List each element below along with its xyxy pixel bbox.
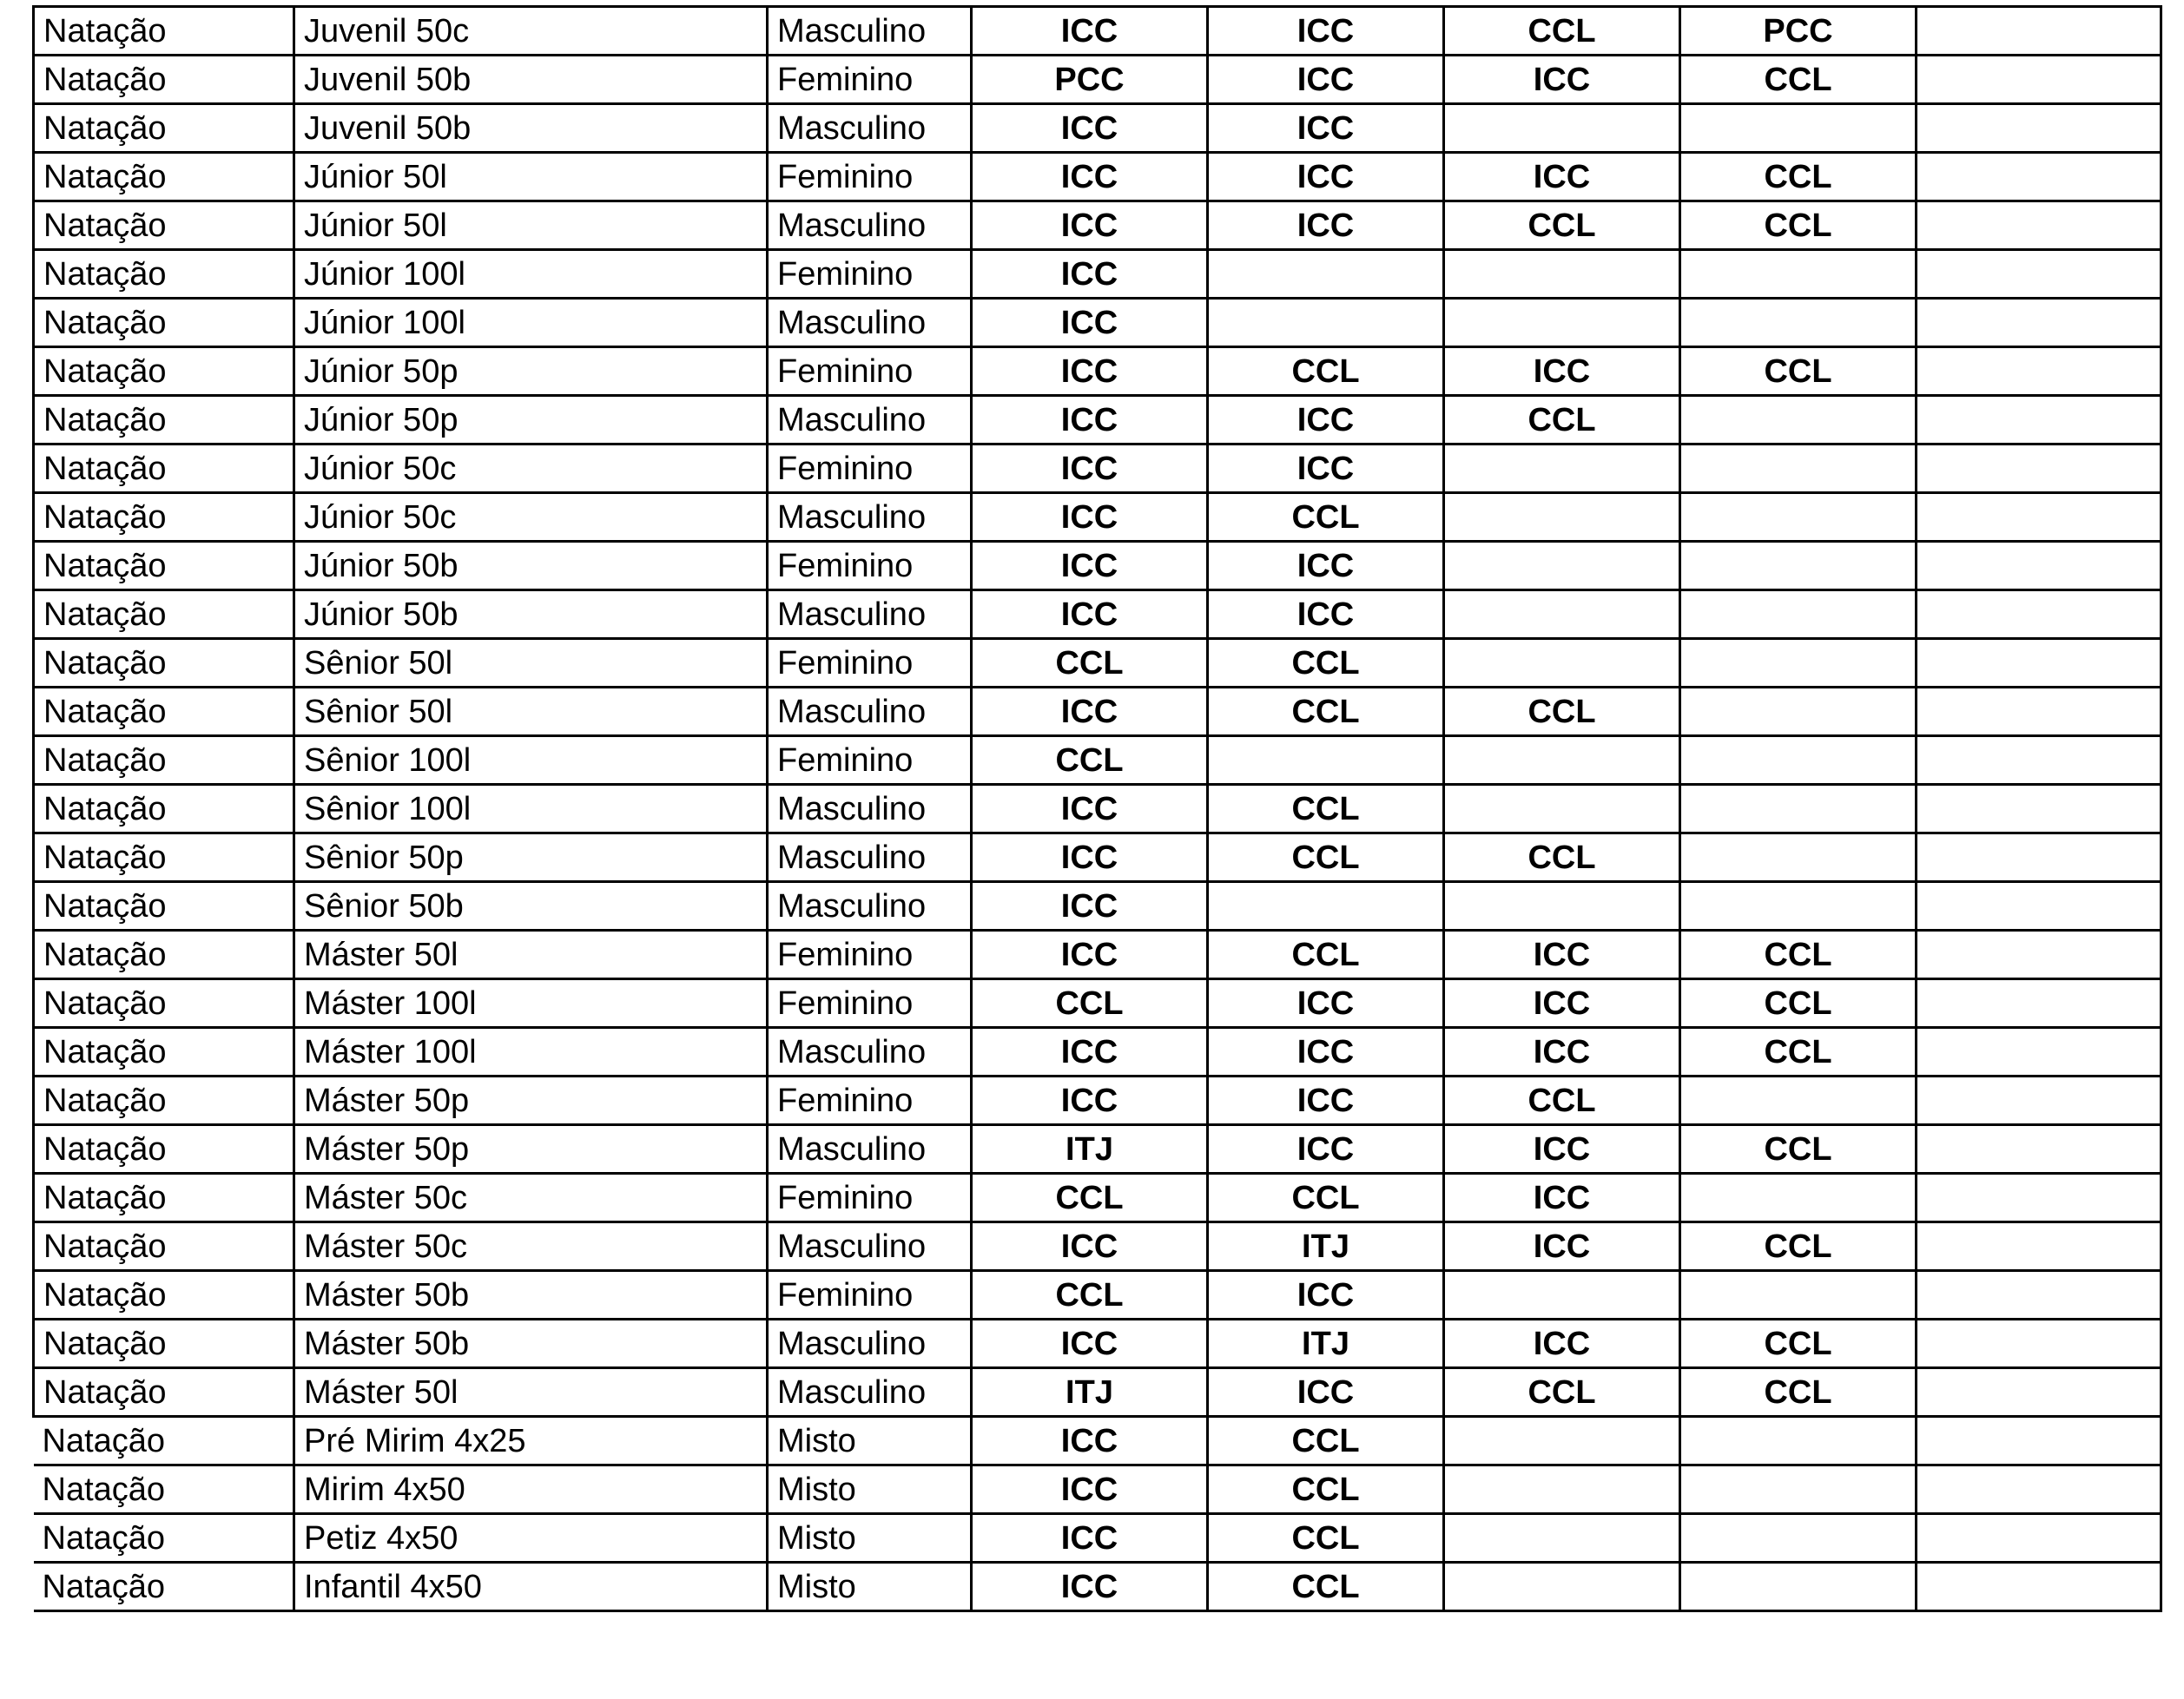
result-cell (1917, 979, 2161, 1028)
result-cell (1917, 1368, 2161, 1417)
gender-cell: Feminino (768, 347, 972, 396)
category-cell: Máster 50l (294, 1368, 768, 1417)
table-body (34, 7, 2161, 1611)
table-row (34, 104, 2161, 153)
result-cell (1917, 56, 2161, 104)
result-cell (1680, 250, 1917, 299)
result-cell (1680, 396, 1917, 445)
category-cell: Mirim 4x50 (294, 1465, 768, 1514)
result-cell (1917, 542, 2161, 590)
result-cell: ICC (972, 1077, 1208, 1125)
category-cell: Infantil 4x50 (294, 1563, 768, 1611)
result-cell: CCL (1680, 1125, 1917, 1174)
result-cell (1680, 736, 1917, 785)
sport-cell: Natação (34, 688, 294, 736)
result-cell: ICC (1208, 104, 1444, 153)
gender-cell: Feminino (768, 736, 972, 785)
table-row (34, 56, 2161, 104)
category-cell: Pré Mirim 4x25 (294, 1417, 768, 1465)
result-cell: CCL (1444, 7, 1680, 56)
result-cell (1680, 833, 1917, 882)
sport-cell: Natação (34, 56, 294, 104)
result-cell: ICC (972, 347, 1208, 396)
gender-cell: Feminino (768, 639, 972, 688)
category-cell: Júnior 50l (294, 153, 768, 201)
gender-cell: Masculino (768, 396, 972, 445)
result-cell: CCL (1680, 1320, 1917, 1368)
table-row (34, 1077, 2161, 1125)
result-cell: CCL (1208, 931, 1444, 979)
result-cell (1444, 299, 1680, 347)
result-cell (1917, 1514, 2161, 1563)
result-cell: ICC (1444, 347, 1680, 396)
result-cell (1680, 1563, 1917, 1611)
category-cell: Sênior 50l (294, 639, 768, 688)
result-cell (1680, 882, 1917, 931)
result-cell: CCL (1208, 347, 1444, 396)
result-cell: ITJ (972, 1368, 1208, 1417)
result-cell: ICC (1208, 1368, 1444, 1417)
gender-cell: Feminino (768, 250, 972, 299)
category-cell: Juvenil 50b (294, 56, 768, 104)
result-cell: ICC (972, 1417, 1208, 1465)
result-cell: CCL (1208, 1563, 1444, 1611)
result-cell: ICC (1208, 979, 1444, 1028)
result-cell (1917, 1563, 2161, 1611)
result-cell: CCL (972, 1271, 1208, 1320)
result-cell: ICC (1444, 56, 1680, 104)
result-cell: ICC (972, 153, 1208, 201)
result-cell: ICC (972, 493, 1208, 542)
category-cell: Sênior 100l (294, 785, 768, 833)
category-cell: Máster 100l (294, 979, 768, 1028)
sport-cell: Natação (34, 1417, 294, 1465)
result-cell (1680, 688, 1917, 736)
category-cell: Júnior 50c (294, 445, 768, 493)
result-cell (1444, 1271, 1680, 1320)
category-cell: Máster 50c (294, 1222, 768, 1271)
result-cell: ICC (972, 396, 1208, 445)
table-row (34, 347, 2161, 396)
result-cell (1680, 1514, 1917, 1563)
table-row (34, 639, 2161, 688)
gender-cell: Masculino (768, 1125, 972, 1174)
result-cell (1680, 639, 1917, 688)
category-cell: Máster 50l (294, 931, 768, 979)
sport-cell: Natação (34, 1271, 294, 1320)
gender-cell: Masculino (768, 590, 972, 639)
sport-cell: Natação (34, 445, 294, 493)
result-cell (1444, 639, 1680, 688)
table-row (34, 833, 2161, 882)
gender-cell: Masculino (768, 7, 972, 56)
result-cell (1917, 1271, 2161, 1320)
gender-cell: Masculino (768, 299, 972, 347)
result-cell (1917, 590, 2161, 639)
gender-cell: Misto (768, 1514, 972, 1563)
result-cell: ICC (972, 104, 1208, 153)
result-cell (1444, 250, 1680, 299)
category-cell: Júnior 50p (294, 396, 768, 445)
result-cell (1917, 639, 2161, 688)
table-row (34, 1368, 2161, 1417)
result-cell: ICC (972, 1514, 1208, 1563)
result-cell (1680, 445, 1917, 493)
category-cell: Sênior 50p (294, 833, 768, 882)
result-cell: CCL (1208, 1417, 1444, 1465)
category-cell: Máster 50b (294, 1320, 768, 1368)
table-row (34, 590, 2161, 639)
result-cell: ICC (1208, 445, 1444, 493)
sport-cell: Natação (34, 590, 294, 639)
result-cell (1444, 1563, 1680, 1611)
result-cell: CCL (1680, 1028, 1917, 1077)
result-cell: ICC (1444, 1222, 1680, 1271)
result-cell: ICC (1444, 1320, 1680, 1368)
result-cell: ITJ (972, 1125, 1208, 1174)
result-cell (1917, 7, 2161, 56)
sport-cell: Natação (34, 153, 294, 201)
result-cell: CCL (1680, 1368, 1917, 1417)
sport-cell: Natação (34, 493, 294, 542)
result-cell: CCL (1680, 1222, 1917, 1271)
result-cell (1917, 1465, 2161, 1514)
result-cell (1680, 542, 1917, 590)
result-cell: CCL (1444, 1077, 1680, 1125)
result-cell (1444, 882, 1680, 931)
result-cell: CCL (1680, 347, 1917, 396)
table-row (34, 785, 2161, 833)
result-cell: ICC (972, 931, 1208, 979)
result-cell: CCL (1208, 1174, 1444, 1222)
result-cell: ICC (1208, 542, 1444, 590)
result-cell: CCL (1208, 493, 1444, 542)
result-cell: CCL (972, 736, 1208, 785)
sport-cell: Natação (34, 931, 294, 979)
result-cell: PCC (972, 56, 1208, 104)
gender-cell: Masculino (768, 1028, 972, 1077)
result-cell: ICC (1208, 1028, 1444, 1077)
result-cell: CCL (1680, 153, 1917, 201)
sport-cell: Natação (34, 1563, 294, 1611)
category-cell: Máster 50p (294, 1125, 768, 1174)
category-cell: Sênior 100l (294, 736, 768, 785)
category-cell: Juvenil 50c (294, 7, 768, 56)
table-row (34, 493, 2161, 542)
gender-cell: Misto (768, 1417, 972, 1465)
result-cell (1208, 882, 1444, 931)
sport-cell: Natação (34, 396, 294, 445)
sport-cell: Natação (34, 1514, 294, 1563)
sport-cell: Natação (34, 7, 294, 56)
category-cell: Petiz 4x50 (294, 1514, 768, 1563)
result-cell: CCL (1680, 201, 1917, 250)
gender-cell: Misto (768, 1465, 972, 1514)
result-cell: ICC (972, 201, 1208, 250)
sport-cell: Natação (34, 1368, 294, 1417)
gender-cell: Feminino (768, 979, 972, 1028)
result-cell: ICC (1208, 1077, 1444, 1125)
result-cell: ICC (972, 1222, 1208, 1271)
table-row (34, 1222, 2161, 1271)
result-cell (1917, 1028, 2161, 1077)
result-cell (1917, 931, 2161, 979)
sport-cell: Natação (34, 1465, 294, 1514)
sport-cell: Natação (34, 250, 294, 299)
sport-cell: Natação (34, 104, 294, 153)
table-row (34, 1417, 2161, 1465)
table-row (34, 153, 2161, 201)
result-cell: ICC (1444, 979, 1680, 1028)
result-cell: CCL (1208, 1465, 1444, 1514)
table-row (34, 250, 2161, 299)
result-cell: ICC (1208, 1271, 1444, 1320)
result-cell: PCC (1680, 7, 1917, 56)
gender-cell: Masculino (768, 201, 972, 250)
table-row (34, 1174, 2161, 1222)
gender-cell: Masculino (768, 1368, 972, 1417)
category-cell: Júnior 100l (294, 299, 768, 347)
category-cell: Júnior 50b (294, 590, 768, 639)
result-cell: CCL (1444, 396, 1680, 445)
category-cell: Sênior 50b (294, 882, 768, 931)
sport-cell: Natação (34, 542, 294, 590)
result-cell: ICC (972, 1563, 1208, 1611)
result-cell: ICC (972, 542, 1208, 590)
table-row (34, 736, 2161, 785)
result-cell (1208, 736, 1444, 785)
category-cell: Júnior 50p (294, 347, 768, 396)
result-cell: ICC (1208, 1125, 1444, 1174)
gender-cell: Feminino (768, 1077, 972, 1125)
gender-cell: Masculino (768, 833, 972, 882)
category-cell: Máster 50b (294, 1271, 768, 1320)
gender-cell: Masculino (768, 493, 972, 542)
result-cell: CCL (1444, 833, 1680, 882)
result-cell: ICC (1208, 7, 1444, 56)
result-cell (1917, 104, 2161, 153)
gender-cell: Masculino (768, 785, 972, 833)
sport-cell: Natação (34, 299, 294, 347)
result-cell (1444, 1465, 1680, 1514)
sport-cell: Natação (34, 201, 294, 250)
result-cell (1680, 590, 1917, 639)
result-cell: CCL (1444, 688, 1680, 736)
gender-cell: Feminino (768, 56, 972, 104)
result-cell: ICC (972, 1465, 1208, 1514)
gender-cell: Feminino (768, 1174, 972, 1222)
result-cell: ICC (972, 833, 1208, 882)
result-cell (1680, 104, 1917, 153)
result-cell (1917, 785, 2161, 833)
table-row (34, 1465, 2161, 1514)
table-row (34, 396, 2161, 445)
result-cell (1208, 250, 1444, 299)
category-cell: Sênior 50l (294, 688, 768, 736)
table-row (34, 1028, 2161, 1077)
result-cell (1917, 396, 2161, 445)
result-cell (1917, 445, 2161, 493)
gender-cell: Feminino (768, 153, 972, 201)
category-cell: Máster 50p (294, 1077, 768, 1125)
table-row (34, 7, 2161, 56)
result-cell: ICC (1444, 1174, 1680, 1222)
gender-cell: Masculino (768, 1222, 972, 1271)
result-cell: CCL (1680, 931, 1917, 979)
result-cell (1680, 299, 1917, 347)
result-cell: ICC (972, 250, 1208, 299)
table-row (34, 299, 2161, 347)
result-cell: CCL (972, 979, 1208, 1028)
table-row (34, 1320, 2161, 1368)
result-cell (1680, 1174, 1917, 1222)
result-cell: ICC (972, 445, 1208, 493)
result-cell (1444, 104, 1680, 153)
result-cell (1680, 1077, 1917, 1125)
table-row (34, 931, 2161, 979)
sport-cell: Natação (34, 785, 294, 833)
sport-cell: Natação (34, 347, 294, 396)
table-row (34, 445, 2161, 493)
result-cell (1917, 153, 2161, 201)
result-cell: ICC (1444, 1125, 1680, 1174)
result-cell (1444, 1417, 1680, 1465)
sport-cell: Natação (34, 833, 294, 882)
sport-cell: Natação (34, 1222, 294, 1271)
sport-cell: Natação (34, 736, 294, 785)
result-cell: ICC (972, 7, 1208, 56)
sport-cell: Natação (34, 979, 294, 1028)
result-cell: CCL (1208, 639, 1444, 688)
table-row (34, 1125, 2161, 1174)
result-cell: CCL (1208, 833, 1444, 882)
result-cell: ITJ (1208, 1320, 1444, 1368)
result-cell: ICC (1444, 931, 1680, 979)
category-cell: Máster 100l (294, 1028, 768, 1077)
result-cell: ICC (972, 590, 1208, 639)
table-row (34, 542, 2161, 590)
gender-cell: Masculino (768, 1320, 972, 1368)
gender-cell: Misto (768, 1563, 972, 1611)
result-cell: ICC (972, 882, 1208, 931)
result-cell (1917, 1222, 2161, 1271)
result-cell: ICC (1208, 56, 1444, 104)
gender-cell: Masculino (768, 882, 972, 931)
result-cell (1917, 1077, 2161, 1125)
result-cell: ICC (1444, 1028, 1680, 1077)
result-cell: ICC (972, 1320, 1208, 1368)
sport-cell: Natação (34, 1320, 294, 1368)
result-cell: CCL (1208, 688, 1444, 736)
result-cell (1680, 493, 1917, 542)
result-cell: CCL (1208, 785, 1444, 833)
result-cell (1680, 785, 1917, 833)
sport-cell: Natação (34, 1125, 294, 1174)
result-cell (1917, 1174, 2161, 1222)
result-cell (1680, 1465, 1917, 1514)
table-row (34, 201, 2161, 250)
category-cell: Júnior 50c (294, 493, 768, 542)
gender-cell: Masculino (768, 104, 972, 153)
result-cell: CCL (1680, 56, 1917, 104)
table-row (34, 882, 2161, 931)
category-cell: Júnior 50b (294, 542, 768, 590)
result-cell: ICC (1208, 153, 1444, 201)
result-cell (1444, 542, 1680, 590)
result-cell (1444, 785, 1680, 833)
result-cell: CCL (972, 1174, 1208, 1222)
result-cell: ICC (972, 785, 1208, 833)
result-cell (1917, 1320, 2161, 1368)
gender-cell: Feminino (768, 931, 972, 979)
category-cell: Juvenil 50b (294, 104, 768, 153)
result-cell (1917, 201, 2161, 250)
result-cell: ICC (1444, 153, 1680, 201)
result-cell (1444, 493, 1680, 542)
table-row (34, 1271, 2161, 1320)
gender-cell: Feminino (768, 445, 972, 493)
result-cell: ICC (1208, 201, 1444, 250)
gender-cell: Feminino (768, 1271, 972, 1320)
result-cell (1917, 347, 2161, 396)
sport-cell: Natação (34, 1077, 294, 1125)
sport-cell: Natação (34, 1174, 294, 1222)
result-cell: ICC (972, 688, 1208, 736)
result-cell: CCL (1208, 1514, 1444, 1563)
result-cell (1680, 1271, 1917, 1320)
result-cell (1917, 882, 2161, 931)
category-cell: Júnior 50l (294, 201, 768, 250)
sport-cell: Natação (34, 639, 294, 688)
category-cell: Júnior 100l (294, 250, 768, 299)
result-cell (1444, 590, 1680, 639)
result-cell (1917, 688, 2161, 736)
table-row (34, 979, 2161, 1028)
result-cell: CCL (1444, 1368, 1680, 1417)
result-cell: CCL (1680, 979, 1917, 1028)
result-cell: ICC (1208, 590, 1444, 639)
result-cell (1917, 493, 2161, 542)
result-cell (1917, 1125, 2161, 1174)
result-cell (1917, 833, 2161, 882)
result-cell (1917, 736, 2161, 785)
table-row (34, 688, 2161, 736)
result-cell: ITJ (1208, 1222, 1444, 1271)
result-cell (1208, 299, 1444, 347)
gender-cell: Masculino (768, 688, 972, 736)
result-cell (1444, 1514, 1680, 1563)
result-cell (1444, 445, 1680, 493)
result-cell: ICC (1208, 396, 1444, 445)
gender-cell: Feminino (768, 542, 972, 590)
result-cell: CCL (1444, 201, 1680, 250)
result-cell: CCL (972, 639, 1208, 688)
result-cell: ICC (972, 1028, 1208, 1077)
sport-cell: Natação (34, 882, 294, 931)
result-cell (1917, 299, 2161, 347)
result-cell (1680, 1417, 1917, 1465)
result-cell (1917, 250, 2161, 299)
table-row (34, 1514, 2161, 1563)
sport-cell: Natação (34, 1028, 294, 1077)
result-cell: ICC (972, 299, 1208, 347)
table-row (34, 1563, 2161, 1611)
result-cell (1444, 736, 1680, 785)
result-cell (1917, 1417, 2161, 1465)
results-table (32, 5, 2162, 1612)
category-cell: Máster 50c (294, 1174, 768, 1222)
